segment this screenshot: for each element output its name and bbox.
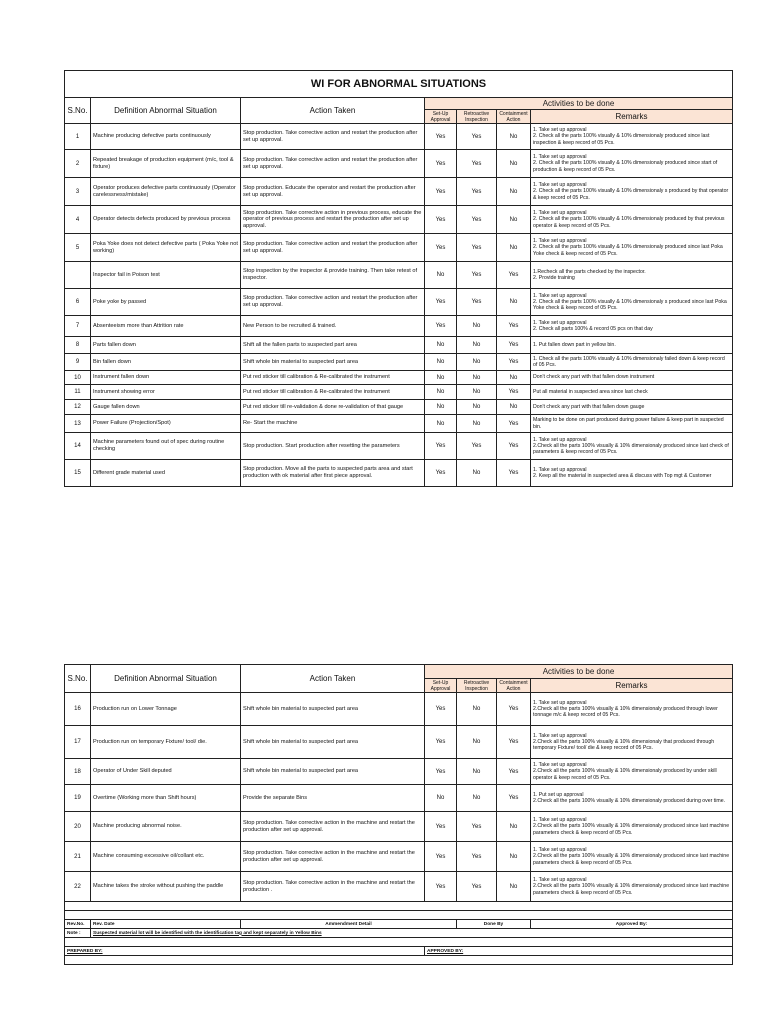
table-row xyxy=(65,726,733,759)
retroactive-cell: No xyxy=(457,693,497,726)
retroactive-cell: Yes xyxy=(457,262,497,289)
containment-cell: Yes xyxy=(497,354,531,371)
table-row xyxy=(65,337,733,354)
retroactive-cell: No xyxy=(457,785,497,812)
sno-cell: 14 xyxy=(65,433,91,460)
note-text: Suspected material lot will be identified with the identification tag and kept separately in Yellow Bins xyxy=(91,929,733,938)
sno-cell: 19 xyxy=(65,785,91,812)
containment-cell: No xyxy=(497,289,531,316)
containment-cell: Yes xyxy=(497,262,531,289)
table-row xyxy=(65,385,733,400)
blank-row xyxy=(65,902,733,911)
setup-approval-cell: Yes xyxy=(425,433,457,460)
action-cell: Shift whole bin material to suspected part area xyxy=(241,354,425,371)
header-setup: Set-Up Approval xyxy=(425,110,457,124)
header-retro-2: Retroactive Inspection xyxy=(457,679,497,693)
definition-cell: Absenteeism more than Attrition rate xyxy=(91,316,241,337)
action-cell: Re- Start the machine xyxy=(241,415,425,433)
header-contain: Containment Action xyxy=(497,110,531,124)
definition-cell: Machine producing abnormal noise. xyxy=(91,812,241,842)
rev-date-label: Rev. Date xyxy=(91,920,241,929)
containment-cell: No xyxy=(497,150,531,178)
sno-cell: 13 xyxy=(65,415,91,433)
table-row xyxy=(65,433,733,460)
remarks-cell: 1. Take set up approval 2.Check all the parts 100% visually & 10% dimensionaly produced since last machine parameters check & keep record of 05 Pcs. xyxy=(531,842,733,872)
sno-cell: 2 xyxy=(65,150,91,178)
remarks-cell: Marking to be done on part produced during power failure & keep part in suspected bin. xyxy=(531,415,733,433)
retroactive-cell: Yes xyxy=(457,234,497,262)
containment-cell: Yes xyxy=(497,433,531,460)
action-cell: Put red sticker till re-validation & done re-validation of that gauge xyxy=(241,400,425,415)
blank-row xyxy=(65,956,733,965)
remarks-cell: 1. Take set up approval 2. Check all the parts 100% visually & 10% dimensionaly produced since last Poka Yoke check & keep record of 05 Pcs. xyxy=(531,234,733,262)
header-action: Action Taken xyxy=(241,98,425,124)
setup-approval-cell: Yes xyxy=(425,316,457,337)
retroactive-cell: No xyxy=(457,385,497,400)
setup-approval-cell: Yes xyxy=(425,726,457,759)
sno-cell: 7 xyxy=(65,316,91,337)
action-cell: Stop production. Take corrective action in previous process, educate the operator of previous process and restart the production after set up approval. xyxy=(241,206,425,234)
sno-cell: 20 xyxy=(65,812,91,842)
remarks-cell: 1. Put fallen down part in yellow bin. xyxy=(531,337,733,354)
action-cell: New Person to be recruited & trained. xyxy=(241,316,425,337)
setup-approval-cell: Yes xyxy=(425,289,457,316)
setup-approval-cell: No xyxy=(425,785,457,812)
setup-approval-cell: Yes xyxy=(425,693,457,726)
remarks-cell: 1. Put set up approval 2.Check all the parts 100% visually & 10% dimensionaly produced during over time. xyxy=(531,785,733,812)
definition-cell: Overtime (Working more than Shift hours) xyxy=(91,785,241,812)
sno-cell: 4 xyxy=(65,206,91,234)
retroactive-cell: Yes xyxy=(457,178,497,206)
action-cell: Stop production. Take corrective action in the machine and restart the production after set up approval. xyxy=(241,812,425,842)
retroactive-cell: Yes xyxy=(457,124,497,150)
action-cell: Stop production. Move all the parts to suspected parts area and start production with ok material after first piece approval. xyxy=(241,460,425,487)
containment-cell: No xyxy=(497,400,531,415)
remarks-cell: 1. Take set up approval 2. Check all the parts 100% visually & 10% dimensionaly produced by that previous operator & keep record of 05 Pcs. xyxy=(531,206,733,234)
action-cell: Stop production. Take corrective action and restart the production after set up approval. xyxy=(241,289,425,316)
containment-cell: No xyxy=(497,872,531,902)
remarks-cell: 1. Take set up approval 2.Check all the parts 100% visually & 10% dimensionaly produced since last check of parameters & keep record of 05 Pcs. xyxy=(531,433,733,460)
retroactive-cell: Yes xyxy=(457,433,497,460)
done-by-label: Done By xyxy=(457,920,531,929)
table-row xyxy=(65,262,733,289)
remarks-cell: 1. Take set up approval 2.Check all the parts 100% visually & 10% dimensionaly produced since last machine parameters check & keep record of 05 Pcs. xyxy=(531,872,733,902)
table-row xyxy=(65,842,733,872)
definition-cell: Gauge fallen down xyxy=(91,400,241,415)
action-cell: Stop production. Take corrective action and restart the production after set up approval. xyxy=(241,150,425,178)
table-row xyxy=(65,693,733,726)
action-cell: Put red sticker till calibration & Re-calibrated the instrument xyxy=(241,371,425,385)
table-row xyxy=(65,785,733,812)
sno-cell: 5 xyxy=(65,234,91,262)
retroactive-cell: No xyxy=(457,354,497,371)
sno-cell: 15 xyxy=(65,460,91,487)
table-row xyxy=(65,872,733,902)
table-row xyxy=(65,124,733,150)
table-1-body xyxy=(65,124,733,487)
containment-cell: Yes xyxy=(497,693,531,726)
sno-cell: 12 xyxy=(65,400,91,415)
action-cell: Put red sticker till calibration & Re-calibrated the instrument xyxy=(241,385,425,400)
remarks-cell: Don't check any part with that fallen down instrument xyxy=(531,371,733,385)
action-cell: Shift whole bin material to suspected part area xyxy=(241,726,425,759)
retroactive-cell: No xyxy=(457,726,497,759)
setup-approval-cell: Yes xyxy=(425,812,457,842)
setup-approval-cell: No xyxy=(425,385,457,400)
action-cell: Shift all the fallen parts to suspected part area xyxy=(241,337,425,354)
amendment-label: Ammendment Detail xyxy=(241,920,457,929)
header-activities-2: Activities to be done xyxy=(425,665,733,679)
abnormal-situations-table-1 xyxy=(64,70,733,487)
definition-cell: Operator of Under Skill deputed xyxy=(91,759,241,785)
table-row xyxy=(65,234,733,262)
action-cell: Provide the separate Bins xyxy=(241,785,425,812)
definition-cell: Different grade material used xyxy=(91,460,241,487)
table-row xyxy=(65,460,733,487)
blank-row xyxy=(65,911,733,920)
retroactive-cell: Yes xyxy=(457,289,497,316)
definition-cell: Operator detects defects produced by previous process xyxy=(91,206,241,234)
containment-cell: No xyxy=(497,812,531,842)
header-setup-2: Set-Up Approval xyxy=(425,679,457,693)
header-action-2: Action Taken xyxy=(241,665,425,693)
setup-approval-cell: No xyxy=(425,337,457,354)
containment-cell: Yes xyxy=(497,316,531,337)
table-row xyxy=(65,759,733,785)
action-cell: Stop production. Start production after resetting the parameters xyxy=(241,433,425,460)
definition-cell: Poke yoke by passed xyxy=(91,289,241,316)
definition-cell: Operator produces defective parts continuously (Operator carelessness/mistake) xyxy=(91,178,241,206)
table-row xyxy=(65,178,733,206)
remarks-cell: 1. Take set up approval 2. Check all parts 100% & record 05 pcs on that day xyxy=(531,316,733,337)
containment-cell: Yes xyxy=(497,785,531,812)
setup-approval-cell: No xyxy=(425,262,457,289)
definition-cell: Production run on Lower Tonnage xyxy=(91,693,241,726)
sno-cell: 21 xyxy=(65,842,91,872)
setup-approval-cell: No xyxy=(425,415,457,433)
header-activities: Activities to be done xyxy=(425,98,733,110)
document-title: WI FOR ABNORMAL SITUATIONS xyxy=(65,71,733,98)
definition-cell: Power Failure (Projection/Spot) xyxy=(91,415,241,433)
containment-cell: No xyxy=(497,178,531,206)
setup-approval-cell: Yes xyxy=(425,124,457,150)
retroactive-cell: Yes xyxy=(457,206,497,234)
retroactive-cell: No xyxy=(457,371,497,385)
remarks-cell: 1. Take set up approval 2. Check all the parts 100% visually & 10% dimensionaly s produced by that operator & keep record of 05 Pcs. xyxy=(531,178,733,206)
sno-cell: 10 xyxy=(65,371,91,385)
action-cell: Stop production. Take corrective action in the machine and restart the production after set up approval. xyxy=(241,842,425,872)
table-row xyxy=(65,150,733,178)
remarks-cell: 1. Take set up approval 2. Check all the parts 100% visually & 10% dimensionaly s produced since last Poka Yoke check & keep record of 05 Pcs. xyxy=(531,289,733,316)
table-2-body xyxy=(65,693,733,902)
prepared-by-label: PREPARED BY: xyxy=(65,947,425,956)
setup-approval-cell: Yes xyxy=(425,150,457,178)
header-remarks: Remarks xyxy=(531,110,733,124)
abnormal-situations-table-2 xyxy=(64,664,733,965)
table-row xyxy=(65,354,733,371)
header-retro: Retroactive Inspection xyxy=(457,110,497,124)
action-cell: Stop inspection by the inspector & provide training. Then take retest of inspector. xyxy=(241,262,425,289)
retroactive-cell: No xyxy=(457,759,497,785)
retroactive-cell: No xyxy=(457,316,497,337)
table-row xyxy=(65,289,733,316)
retroactive-cell: No xyxy=(457,460,497,487)
setup-approval-cell: Yes xyxy=(425,460,457,487)
remarks-cell: 1.Recheck all the parts checked by the inspector. 2. Provide training xyxy=(531,262,733,289)
action-cell: Stop production. Take corrective action and restart the production after set up approval. xyxy=(241,124,425,150)
retroactive-cell: Yes xyxy=(457,150,497,178)
remarks-cell: 1. Take set up approval 2.Check all the parts 100% visually & 10% dimensionaly produced through lower tonnage m/c & keep record of 05 Pcs. xyxy=(531,693,733,726)
containment-cell: Yes xyxy=(497,415,531,433)
retroactive-cell: No xyxy=(457,400,497,415)
definition-cell: Machine takes the stroke without pushing the paddle xyxy=(91,872,241,902)
header-sno: S.No. xyxy=(65,98,91,124)
sno-cell: 11 xyxy=(65,385,91,400)
setup-approval-cell: Yes xyxy=(425,206,457,234)
table-row xyxy=(65,371,733,385)
setup-approval-cell: No xyxy=(425,400,457,415)
action-cell: Shift whole bin material to suspected part area xyxy=(241,693,425,726)
containment-cell: Yes xyxy=(497,460,531,487)
setup-approval-cell: No xyxy=(425,371,457,385)
retroactive-cell: Yes xyxy=(457,812,497,842)
approved-by-signature-label: APPROVED BY: xyxy=(425,947,733,956)
definition-cell: Bin fallen down xyxy=(91,354,241,371)
retroactive-cell: Yes xyxy=(457,842,497,872)
header-definition-2: Definition Abnormal Situation xyxy=(91,665,241,693)
table-row xyxy=(65,812,733,842)
note-row xyxy=(65,929,733,938)
containment-cell: Yes xyxy=(497,759,531,785)
remarks-cell: 1. Take set up approval 2.Check all the parts 100% visually & 10% dimensionaly produced since last machine parameters check & keep record of 05 Pcs. xyxy=(531,812,733,842)
blank-row xyxy=(65,938,733,947)
approved-by-label: Approved By: xyxy=(531,920,733,929)
sno-cell: 17 xyxy=(65,726,91,759)
sno-cell: 6 xyxy=(65,289,91,316)
action-cell: Stop production. Educate the operator and restart the production after set up approval. xyxy=(241,178,425,206)
sno-cell: 1 xyxy=(65,124,91,150)
note-label: Note : xyxy=(65,929,91,938)
setup-approval-cell: No xyxy=(425,354,457,371)
remarks-cell: 1. Take set up approval 2. Keep all the material in suspected area & discuss with Top mgt & Customer xyxy=(531,460,733,487)
revision-header-row xyxy=(65,920,733,929)
remarks-cell: 1. Take set up approval 2.Check all the parts 100% visually & 10% dimensionaly produced by under skill operator & keep record of 05 Pcs. xyxy=(531,759,733,785)
signature-row xyxy=(65,947,733,956)
definition-cell: Machine producing defective parts continuously xyxy=(91,124,241,150)
definition-cell: Machine consuming excessive oil/collant etc. xyxy=(91,842,241,872)
header-sno-2: S.No. xyxy=(65,665,91,693)
setup-approval-cell: Yes xyxy=(425,759,457,785)
definition-cell: Production run on temporary Fixture/ tool/ die. xyxy=(91,726,241,759)
definition-cell: Instrument showing error xyxy=(91,385,241,400)
definition-cell: Inspector fail in Poison test xyxy=(91,262,241,289)
retroactive-cell: Yes xyxy=(457,872,497,902)
table-row xyxy=(65,415,733,433)
header-definition: Definition Abnormal Situation xyxy=(91,98,241,124)
remarks-cell: 1. Take set up approval 2. Check all the parts 100% visually & 10% dimensionaly produced since last inspection & keep record of 05 Pcs. xyxy=(531,124,733,150)
sno-cell: 22 xyxy=(65,872,91,902)
remarks-cell: 1. Take set up approval 2. Check all the parts 100% visually & 10% dimensionaly produced since start of production & keep record of 05 Pcs. xyxy=(531,150,733,178)
rev-no-label: Rev.No. xyxy=(65,920,91,929)
definition-cell: Parts fallen down xyxy=(91,337,241,354)
action-cell: Stop production. Take corrective action and restart the production after set up approval. xyxy=(241,234,425,262)
containment-cell: No xyxy=(497,124,531,150)
retroactive-cell: No xyxy=(457,337,497,354)
containment-cell: No xyxy=(497,206,531,234)
header-remarks-2: Remarks xyxy=(531,679,733,693)
containment-cell: No xyxy=(497,371,531,385)
setup-approval-cell: Yes xyxy=(425,872,457,902)
definition-cell: Instrument fallen down xyxy=(91,371,241,385)
retroactive-cell: No xyxy=(457,415,497,433)
definition-cell: Poka Yoke does not detect defective parts ( Poka Yoke not working) xyxy=(91,234,241,262)
remarks-cell: Put all material in suspected area since last check xyxy=(531,385,733,400)
table-row xyxy=(65,316,733,337)
sno-cell: 16 xyxy=(65,693,91,726)
action-cell: Shift whole bin material to suspected part area xyxy=(241,759,425,785)
sno-cell: 8 xyxy=(65,337,91,354)
action-cell: Stop production. Take corrective action in the machine and restart the production . xyxy=(241,872,425,902)
table-row xyxy=(65,206,733,234)
setup-approval-cell: Yes xyxy=(425,234,457,262)
header-contain-2: Containment Action xyxy=(497,679,531,693)
containment-cell: Yes xyxy=(497,385,531,400)
definition-cell: Machine parameters found out of spec during routine checking xyxy=(91,433,241,460)
sno-cell: 18 xyxy=(65,759,91,785)
table-row xyxy=(65,400,733,415)
remarks-cell: 1. Take set up approval 2.Check all the parts 100% visually & 10% dimensionaly that produced through temporary Fixture/ tool/ die & keep record of 05 Pcs. xyxy=(531,726,733,759)
sno-cell: 9 xyxy=(65,354,91,371)
definition-cell: Repeated breakage of production equipment (m/c, tool & fixture) xyxy=(91,150,241,178)
sno-cell: 3 xyxy=(65,178,91,206)
containment-cell: Yes xyxy=(497,726,531,759)
containment-cell: No xyxy=(497,842,531,872)
setup-approval-cell: Yes xyxy=(425,178,457,206)
setup-approval-cell: Yes xyxy=(425,842,457,872)
sno-cell xyxy=(65,262,91,289)
remarks-cell: 1. Check all the parts 100% visually & 10% dimensionaly failed down & keep record of 05 Pcs. xyxy=(531,354,733,371)
remarks-cell: Don't check any part with that fallen down gauge xyxy=(531,400,733,415)
containment-cell: Yes xyxy=(497,337,531,354)
containment-cell: No xyxy=(497,234,531,262)
